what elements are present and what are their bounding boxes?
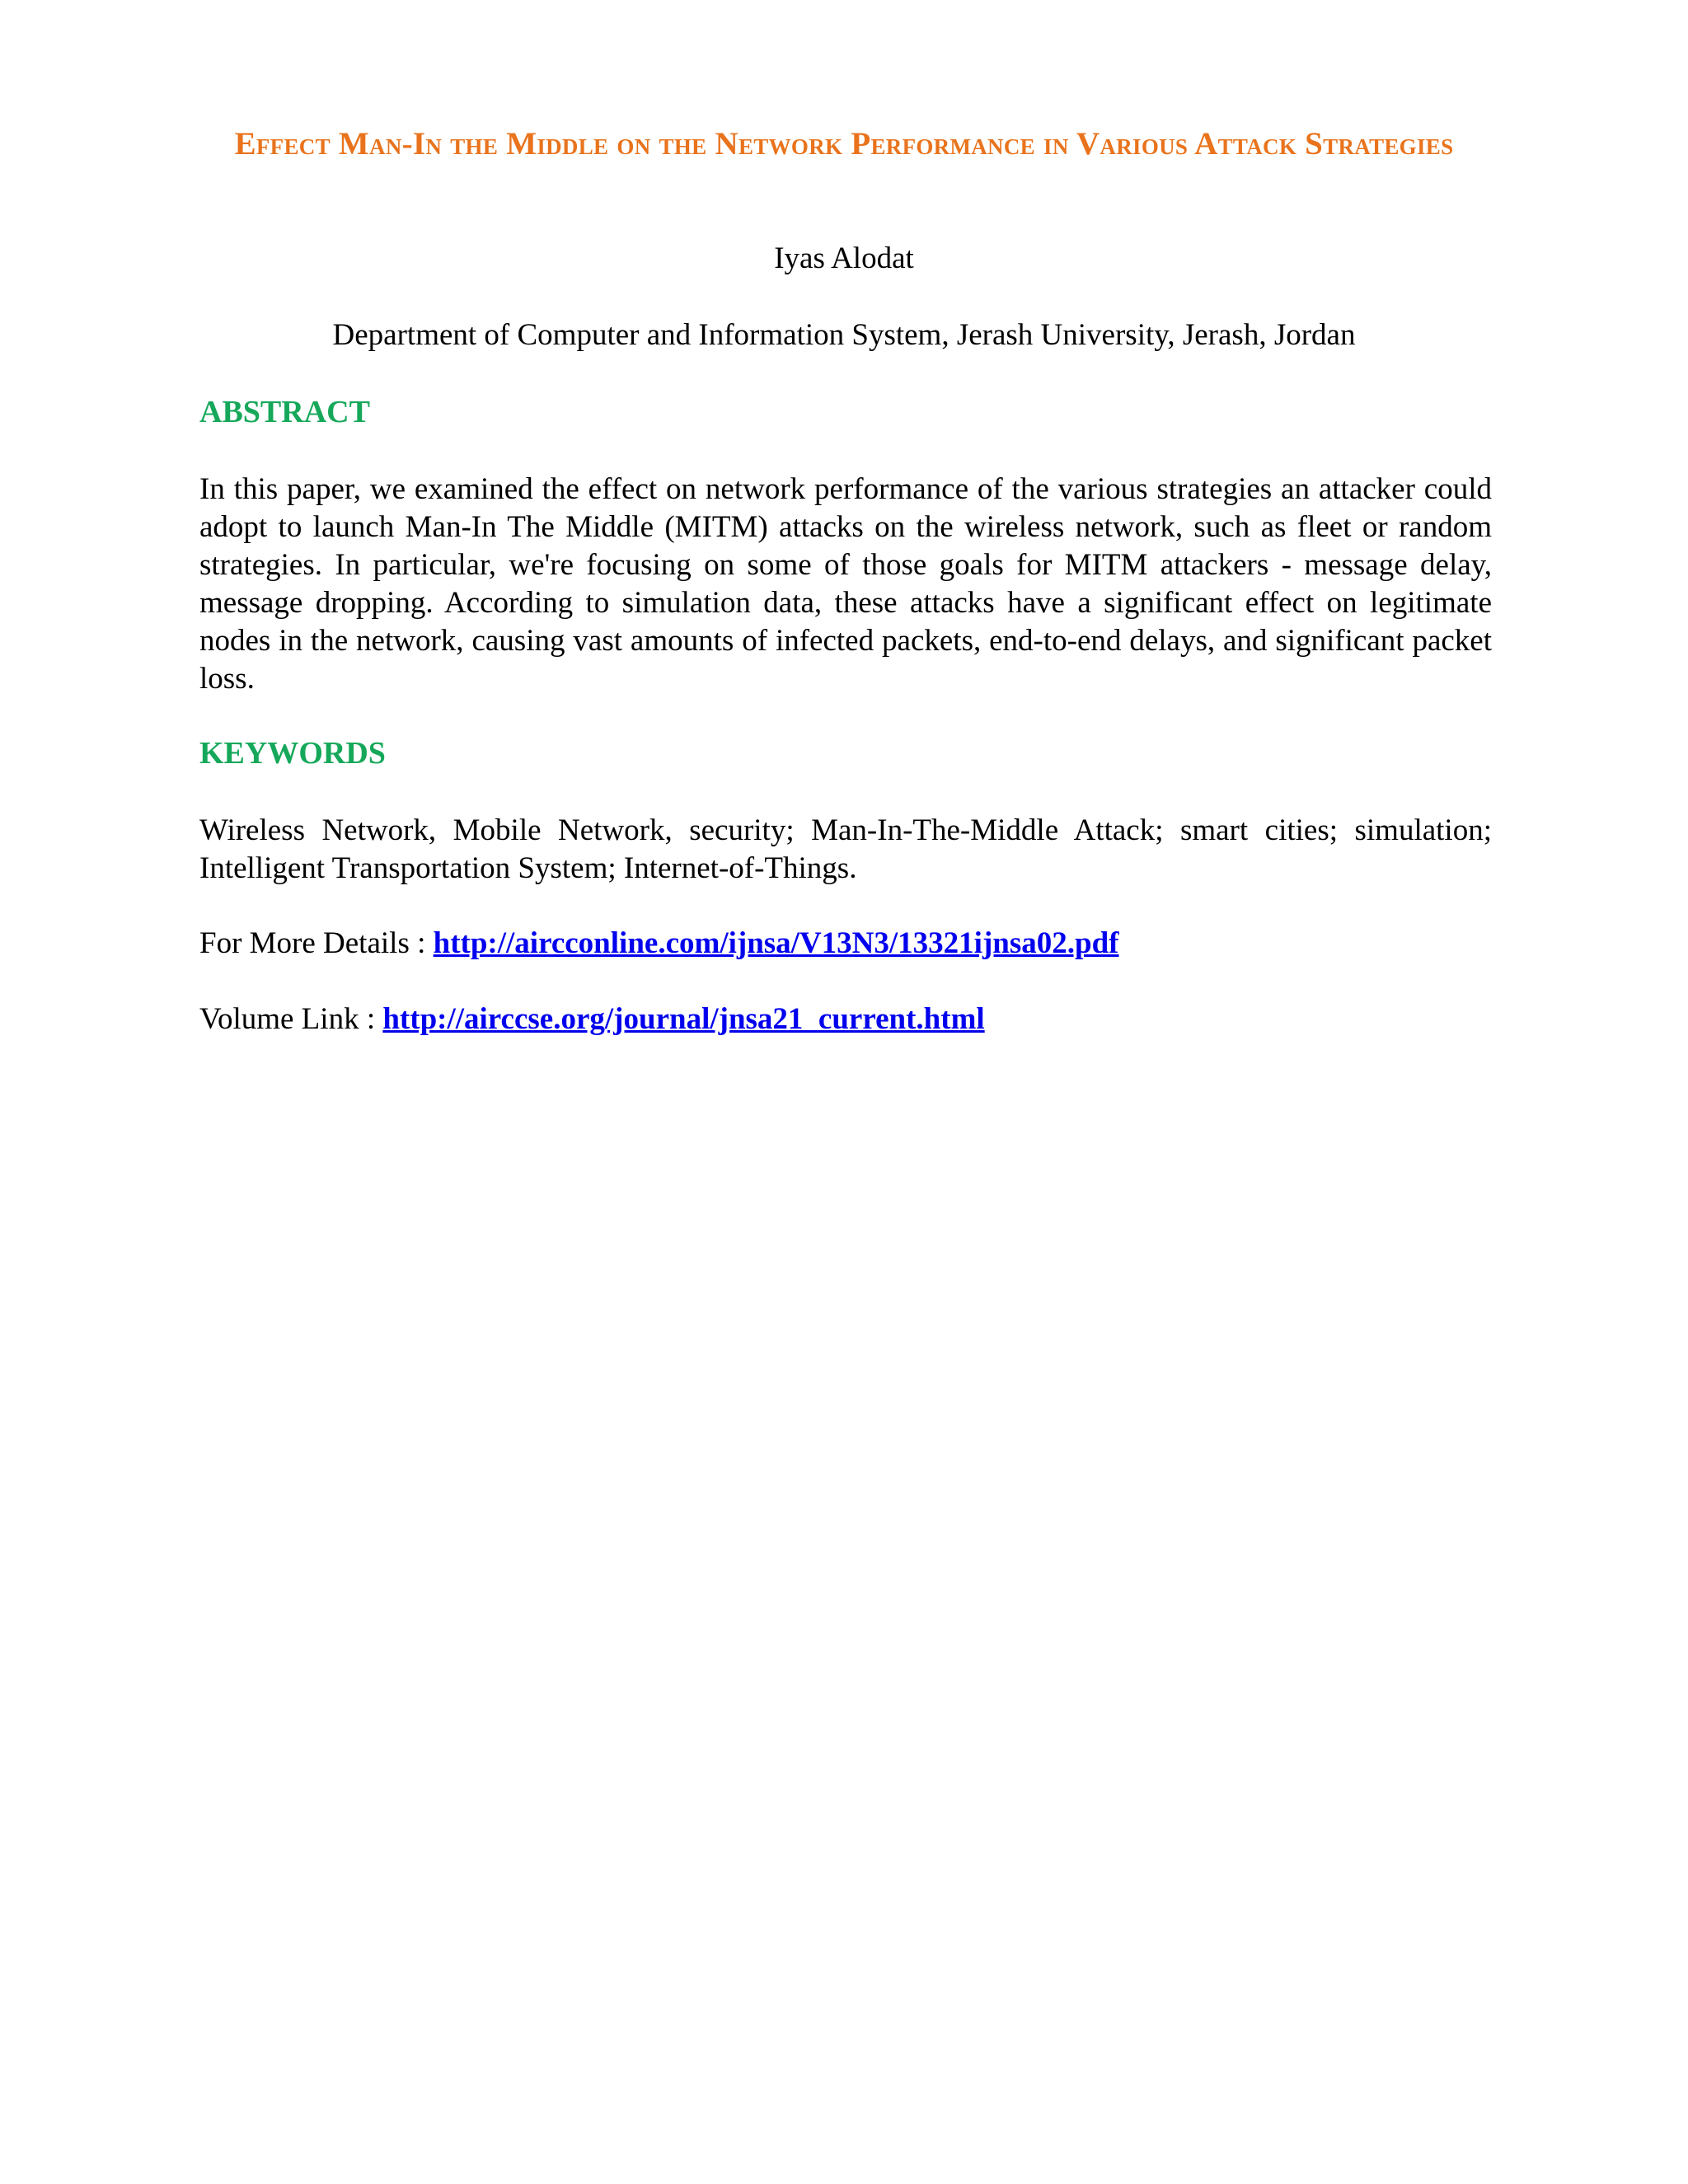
more-details-label: For More Details : [199, 926, 434, 960]
abstract-text: In this paper, we examined the effect on network performance of the various strategies an attacker could adopt to launch Man-In The Middle (MITM) attacks on the wireless network, such as fleet or random strategies. In particular, we're focusing on some of those goals for MITM attackers - message delay, message dropping. According to simulation data, these attacks have a significant effect on legitimate nodes in the network, causing vast amounts of infected packets, end-to-end delays, and significant packet loss. [199, 472, 1492, 696]
more-details-line [199, 926, 1118, 962]
keywords-heading: KEYWORDS [199, 736, 386, 771]
paper-title: Effect Man-In the Middle on the Network Performance in Various Attack Strategies [234, 126, 1454, 162]
keywords-text: Wireless Network, Mobile Network, security; Man-In-The-Middle Attack; smart cities; simulation; Intelligent Transportation System; Internet-of-Things. [199, 813, 1492, 885]
paper-author: Iyas Alodat [774, 241, 914, 275]
paper-affiliation: Department of Computer and Information System, Jerash University, Jerash, Jordan [332, 318, 1356, 352]
volume-link-label: Volume Link : [199, 1002, 383, 1036]
volume-link-line [199, 1001, 985, 1038]
more-details-link[interactable]: http://aircconline.com/ijnsa/V13N3/13321ijnsa02.pdf [433, 926, 1119, 960]
volume-link[interactable]: http://airccse.org/journal/jnsa21_current.html [382, 1002, 985, 1036]
abstract-heading: ABSTRACT [199, 395, 370, 429]
